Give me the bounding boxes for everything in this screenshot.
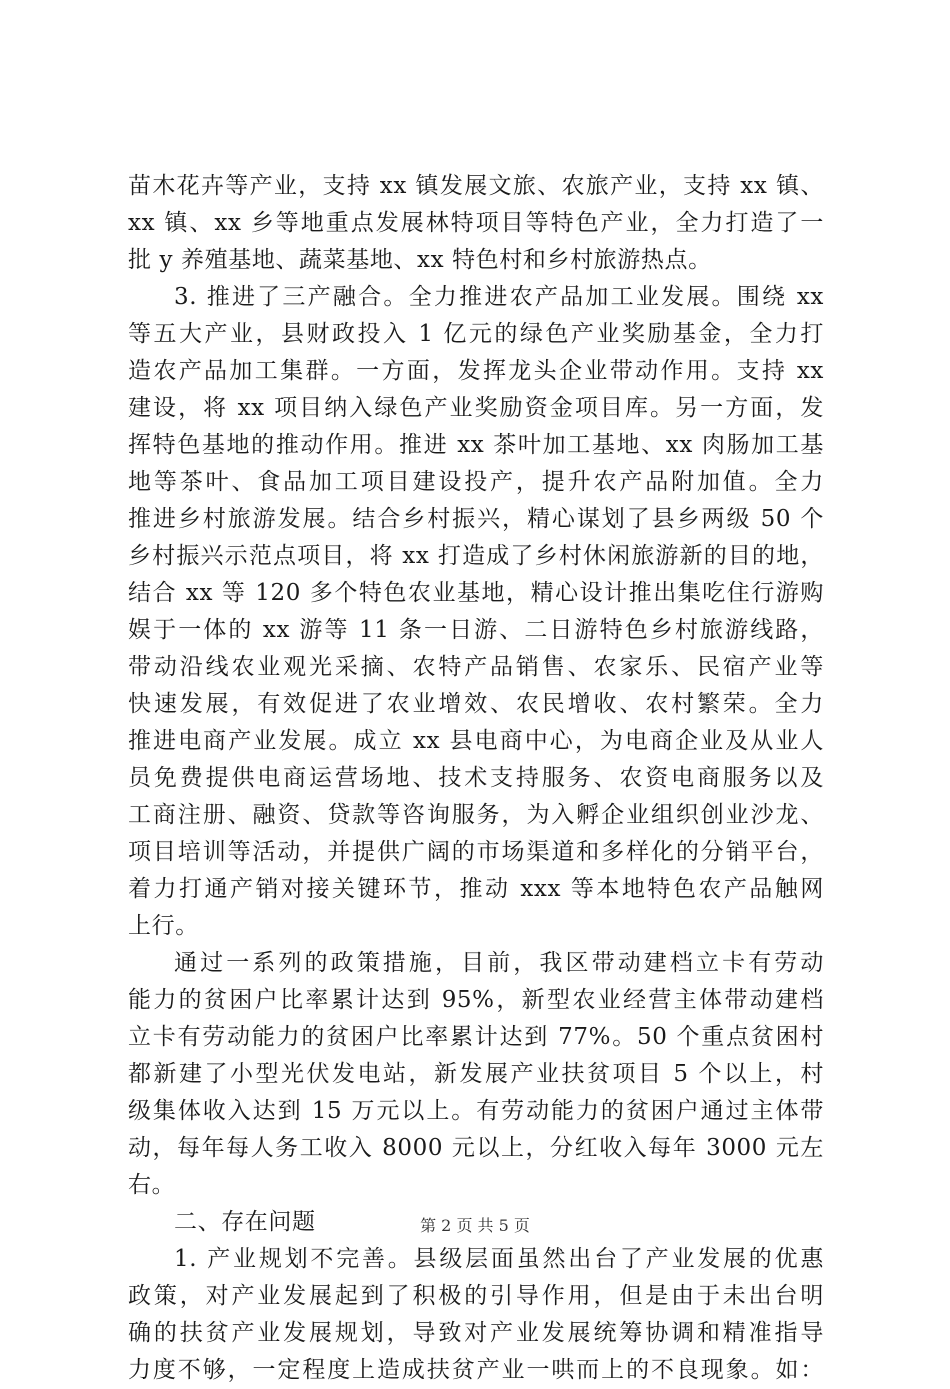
page-footer: 第 2 页 共 5 页 [420, 1216, 530, 1235]
text-line: 能力的贫困户比率累计达到 95%，新型农业经营主体带动建档 [128, 987, 824, 1013]
text-line: 娱于一体的 xx 游等 11 条一日游、二日游特色乡村旅游线路， [128, 617, 824, 643]
text-line: 建设，将 xx 项目纳入绿色产业奖励资金项目库。另一方面，发 [128, 395, 824, 421]
text-line: 结合 xx 等 120 多个特色农业基地，精心设计推出集吃住行游购 [128, 580, 824, 606]
text-line: 右。 [128, 1172, 176, 1198]
text-line: 批 y 养殖基地、蔬菜基地、xx 特色村和乡村旅游热点。 [128, 247, 712, 273]
text-line: 工商注册、融资、贷款等咨询服务，为入孵企业组织创业沙龙、 [128, 802, 824, 828]
text-line: 通过一系列的政策措施，目前，我区带动建档立卡有劳动 [174, 950, 824, 976]
text-line: 项目培训等活动，并提供广阔的市场渠道和多样化的分销平台， [128, 839, 824, 865]
text-line: 确的扶贫产业发展规划，导致对产业发展统筹协调和精准指导 [128, 1320, 824, 1346]
text-line: 地等茶叶、食品加工项目建设投产，提升农产品附加值。全力 [128, 469, 824, 495]
text-line: 力度不够，一定程度上造成扶贫产业一哄而上的不良现象。如： [128, 1357, 824, 1383]
text-line: 乡村振兴示范点项目，将 xx 打造成了乡村休闲旅游新的目的地， [128, 543, 824, 569]
text-line: 着力打通产销对接关键环节，推动 xxx 等本地特色农产品触网 [128, 876, 824, 902]
text-line: 上行。 [128, 913, 199, 939]
text-line: 挥特色基地的推动作用。推进 xx 茶叶加工基地、xx 肉肠加工基 [128, 432, 824, 458]
text-line: 级集体收入达到 15 万元以上。有劳动能力的贫困户通过主体带 [128, 1098, 824, 1124]
text-line: 推进乡村旅游发展。结合乡村振兴，精心谋划了县乡两级 50 个 [128, 506, 824, 532]
text-line: 快速发展，有效促进了农业增效、农民增收、农村繁荣。全力 [128, 691, 824, 717]
text-line: 造农产品加工集群。一方面，发挥龙头企业带动作用。支持 xx [128, 358, 824, 384]
text-line: 推进电商产业发展。成立 xx 县电商中心，为电商企业及从业人 [128, 728, 824, 754]
text-line: 3. 推进了三产融合。全力推进农产品加工业发展。围绕 xx [174, 284, 824, 310]
text-line: 苗木花卉等产业，支持 xx 镇发展文旅、农旅产业，支持 xx 镇、 [128, 173, 824, 199]
text-line: 带动沿线农业观光采摘、农特产品销售、农家乐、民宿产业等 [128, 654, 824, 680]
text-line: 等五大产业，县财政投入 1 亿元的绿色产业奖励基金，全力打 [128, 321, 824, 347]
text-line: 政策，对产业发展起到了积极的引导作用，但是由于未出台明 [128, 1283, 824, 1309]
text-line: 动，每年每人务工收入 8000 元以上，分红收入每年 3000 元左 [128, 1135, 824, 1161]
text-line: 二、存在问题 [174, 1209, 316, 1235]
document-body [128, 168, 824, 1389]
text-line: 1. 产业规划不完善。县级层面虽然出台了产业发展的优惠 [174, 1246, 824, 1272]
text-line: 立卡有劳动能力的贫困户比率累计达到 77%。50 个重点贫困村 [128, 1024, 824, 1050]
text-line: 都新建了小型光伏发电站，新发展产业扶贫项目 5 个以上，村 [128, 1061, 824, 1087]
text-line: 员免费提供电商运营场地、技术支持服务、农资电商服务以及 [128, 765, 824, 791]
text-line: xx 镇、xx 乡等地重点发展林特项目等特色产业，全力打造了一 [128, 210, 824, 236]
